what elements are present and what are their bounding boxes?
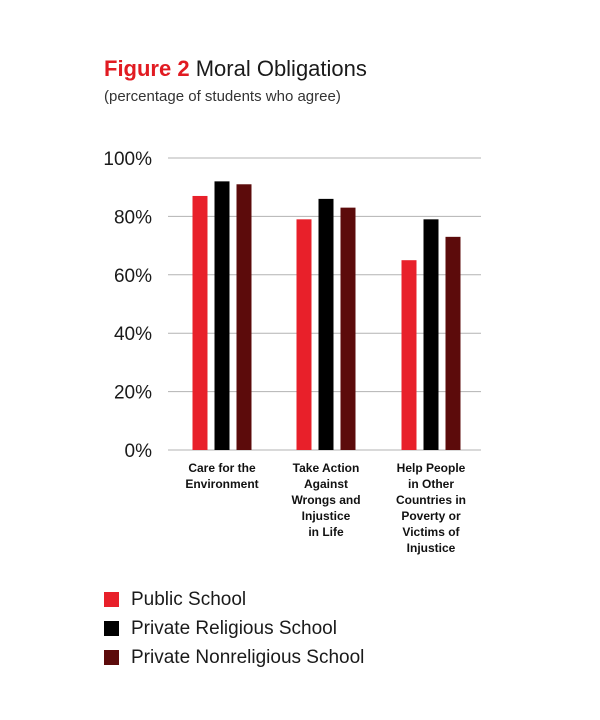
bar-private-nonreligious-school bbox=[446, 237, 461, 450]
category-label: Take Action Against Wrongs and Injustice in Life bbox=[291, 461, 361, 539]
figure-title: Moral Obligations bbox=[195, 56, 367, 81]
category-label: Help People in Other Countries in Poverty or Victims of Injustice bbox=[395, 461, 467, 555]
figure-label: Figure 2 bbox=[104, 56, 190, 81]
legend-item bbox=[104, 585, 364, 614]
chart-subtitle: (percentage of students who agree) bbox=[104, 88, 341, 105]
y-tick-label: 80% bbox=[113, 207, 152, 229]
chart-legend bbox=[104, 585, 364, 672]
bar-public-school bbox=[193, 196, 208, 450]
bar-private-nonreligious-school bbox=[341, 208, 356, 450]
legend-label: Private Religious School bbox=[131, 617, 337, 639]
legend-item bbox=[104, 643, 364, 672]
legend-item bbox=[104, 614, 364, 643]
bar-private-religious-school bbox=[319, 199, 334, 450]
bar-private-religious-school bbox=[424, 219, 439, 450]
legend-label: Private Nonreligious School bbox=[131, 646, 365, 668]
y-tick-label: 40% bbox=[113, 324, 152, 346]
y-tick-label: 100% bbox=[103, 149, 152, 170]
category-label: Care for the Environment bbox=[185, 461, 259, 491]
y-tick-label: 20% bbox=[113, 382, 152, 404]
bar-public-school bbox=[297, 219, 312, 450]
legend-swatch bbox=[104, 592, 119, 607]
legend-swatch bbox=[104, 650, 119, 665]
y-tick-label: 0% bbox=[124, 441, 152, 462]
legend-swatch bbox=[104, 621, 119, 636]
y-tick-label: 60% bbox=[113, 265, 152, 287]
bar-private-nonreligious-school bbox=[237, 184, 252, 450]
bar-public-school bbox=[402, 260, 417, 450]
bar-private-religious-school bbox=[215, 181, 230, 450]
legend-label: Public School bbox=[131, 588, 247, 610]
